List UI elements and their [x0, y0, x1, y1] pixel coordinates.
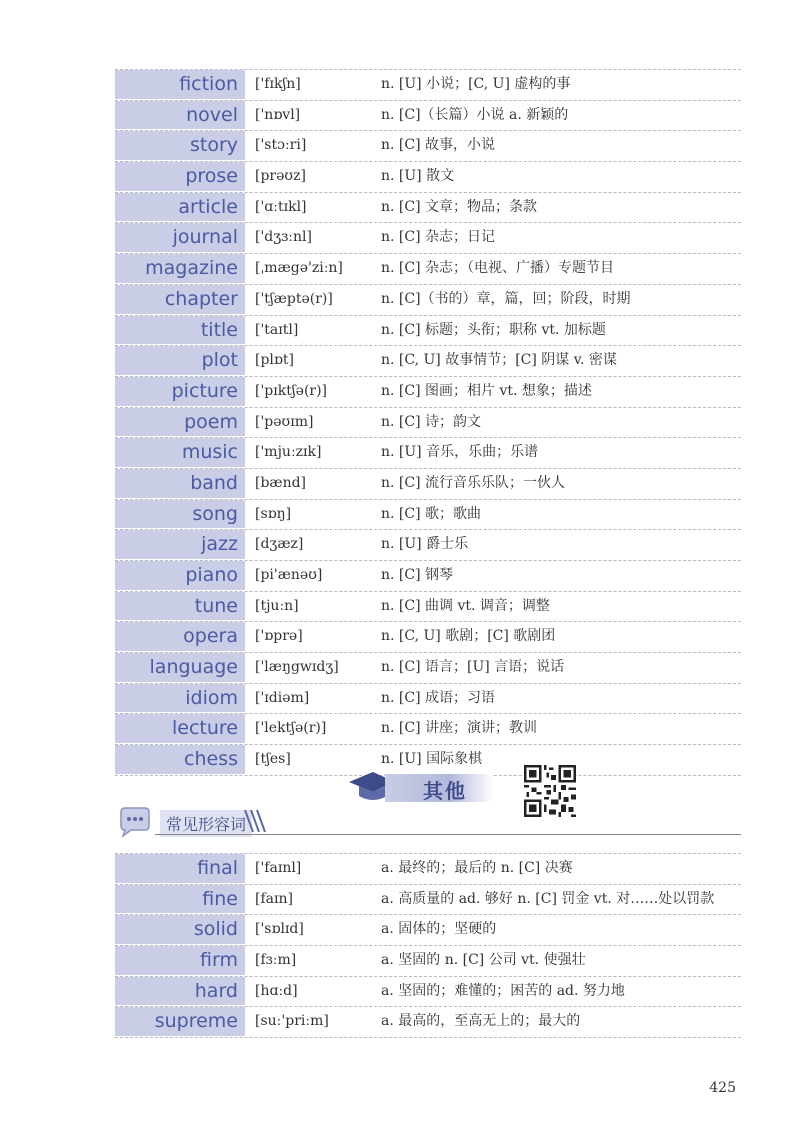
- vocab-row: [115, 854, 741, 885]
- vocab-word: final: [115, 854, 245, 884]
- vocab-word: fiction: [115, 70, 245, 100]
- vocab-phonetic: [prəʊz]: [255, 168, 306, 185]
- vocab-phonetic: [fɜːm]: [255, 952, 297, 969]
- vocab-definition: n. [C] 图画；相片 vt. 想象；描述: [381, 382, 592, 399]
- page-number: 425: [709, 1080, 736, 1096]
- subheading-common-adjectives: [115, 806, 741, 836]
- vocab-table-adjectives: [115, 853, 741, 1038]
- vocab-definition: n. [C] 文章；物品；条款: [381, 198, 538, 215]
- vocab-word: fine: [115, 885, 245, 915]
- vocab-row: [115, 684, 741, 715]
- vocab-row: [115, 316, 741, 347]
- vocab-word: song: [115, 500, 245, 530]
- vocab-word: firm: [115, 946, 245, 976]
- vocab-word: plot: [115, 346, 245, 376]
- section-title: 其他: [423, 779, 467, 803]
- vocab-word: picture: [115, 377, 245, 407]
- vocab-definition: n. [C] 曲调 vt. 调音；调整: [381, 597, 550, 614]
- vocab-phonetic: ['læŋgwɪdʒ]: [255, 659, 339, 676]
- vocab-phonetic: [dʒæz]: [255, 536, 304, 553]
- vocab-word: journal: [115, 223, 245, 253]
- vocab-definition: n. [C] 讲座；演讲；教训: [381, 720, 538, 737]
- vocab-definition: n. [U] 国际象棋: [381, 751, 483, 768]
- vocab-phonetic: ['mjuːzɪk]: [255, 444, 322, 461]
- vocab-row: [115, 915, 741, 946]
- vocab-definition: a. 最终的；最后的 n. [C] 决赛: [381, 860, 573, 876]
- vocab-row: [115, 561, 741, 592]
- vocab-definition: n. [C] 流行音乐乐队；一伙人: [381, 474, 566, 491]
- vocab-definition: n. [C] 故事，小说: [381, 137, 496, 154]
- section-banner: [345, 766, 505, 806]
- vocab-phonetic: ['stɔːri]: [255, 137, 307, 154]
- vocab-word: opera: [115, 622, 245, 652]
- vocab-row: [115, 131, 741, 162]
- vocab-word: music: [115, 438, 245, 468]
- vocab-phonetic: [suː'priːm]: [255, 1013, 329, 1030]
- vocab-row: [115, 70, 741, 101]
- vocab-row: [115, 254, 741, 285]
- vocab-row: [115, 469, 741, 500]
- vocab-row: [115, 622, 741, 653]
- vocab-row: [115, 946, 741, 977]
- vocab-phonetic: ['pəʊɪm]: [255, 413, 314, 430]
- vocab-table-literature-music: [115, 69, 741, 776]
- vocab-phonetic: [hɑːd]: [255, 982, 298, 999]
- vocab-definition: n. [C] 钢琴: [381, 567, 454, 583]
- vocab-phonetic: ['ɑːtɪkl]: [255, 198, 307, 215]
- vocab-phonetic: ['ɒprə]: [255, 628, 303, 645]
- vocab-row: [115, 438, 741, 469]
- vocab-row: [115, 885, 741, 916]
- vocab-row: [115, 285, 741, 316]
- subheading-underline: [155, 834, 741, 835]
- vocab-word: chapter: [115, 285, 245, 315]
- vocab-definition: n. [U] 音乐，乐曲；乐谱: [381, 444, 539, 461]
- vocab-word: language: [115, 653, 245, 683]
- vocab-word: piano: [115, 561, 245, 591]
- vocab-definition: a. 固体的；坚硬的: [381, 921, 497, 938]
- vocab-phonetic: [bænd]: [255, 474, 307, 491]
- vocab-word: hard: [115, 977, 245, 1007]
- vocab-word: article: [115, 193, 245, 223]
- vocab-word: supreme: [115, 1007, 245, 1037]
- vocab-definition: n. [C] 语言；[U] 言语；说话: [381, 659, 565, 676]
- vocab-definition: n. [C] 诗；韵文: [381, 413, 482, 430]
- vocab-definition: n. [U] 散文: [381, 168, 455, 185]
- vocab-word: poem: [115, 408, 245, 438]
- vocab-phonetic: [sɒŋ]: [255, 505, 292, 522]
- vocab-row: [115, 592, 741, 623]
- vocab-phonetic: ['tʃæptə(r)]: [255, 290, 333, 307]
- vocab-definition: n. [C] 标题；头衔；职称 vt. 加标题: [381, 321, 606, 338]
- vocab-row: [115, 162, 741, 193]
- vocab-word: lecture: [115, 714, 245, 744]
- vocab-phonetic: ['dʒɜːnl]: [255, 229, 312, 246]
- vocab-phonetic: ['faɪnl]: [255, 860, 302, 876]
- vocab-word: story: [115, 131, 245, 161]
- vocab-phonetic: [tʃes]: [255, 751, 291, 768]
- vocab-row: [115, 223, 741, 254]
- vocab-phonetic: ['lektʃə(r)]: [255, 720, 327, 737]
- vocab-phonetic: ['nɒvl]: [255, 106, 301, 123]
- vocab-phonetic: [tjuːn]: [255, 597, 299, 614]
- vocab-definition: n. [U] 小说；[C, U] 虚构的事: [381, 76, 571, 92]
- vocab-definition: a. 坚固的；难懂的；困苦的 ad. 努力地: [381, 982, 625, 999]
- vocab-word: title: [115, 316, 245, 346]
- vocab-definition: n. [C, U] 歌剧；[C] 歌剧团: [381, 628, 556, 645]
- vocab-row: [115, 530, 741, 561]
- vocab-row: [115, 714, 741, 745]
- vocab-phonetic: [plɒt]: [255, 352, 294, 369]
- vocab-row: [115, 977, 741, 1008]
- vocab-definition: n. [C] 歌；歌曲: [381, 505, 482, 522]
- vocab-phonetic: ['taɪtl]: [255, 321, 299, 338]
- vocab-row: [115, 193, 741, 224]
- vocab-row: [115, 653, 741, 684]
- vocab-definition: n. [C] 杂志；日记: [381, 229, 496, 246]
- vocab-definition: n. [C]（长篇）小说 a. 新颖的: [381, 106, 569, 123]
- vocab-word: tune: [115, 592, 245, 622]
- vocab-row: [115, 346, 741, 377]
- vocab-row: [115, 500, 741, 531]
- vocab-word: idiom: [115, 684, 245, 714]
- vocab-row: [115, 377, 741, 408]
- vocab-word: chess: [115, 745, 245, 775]
- vocab-phonetic: ['pɪktʃə(r)]: [255, 382, 328, 399]
- vocab-phonetic: ['fɪkʃn]: [255, 76, 301, 92]
- vocab-phonetic: [faɪn]: [255, 890, 293, 907]
- vocab-definition: a. 坚固的 n. [C] 公司 vt. 使强壮: [381, 952, 586, 969]
- vocab-phonetic: ['sɒlɪd]: [255, 921, 304, 938]
- vocab-row: [115, 101, 741, 132]
- vocab-definition: n. [C]（书的）章，篇，回；阶段，时期: [381, 290, 631, 307]
- vocab-definition: a. 最高的，至高无上的；最大的: [381, 1013, 581, 1030]
- decorative-stripes: [243, 808, 269, 834]
- vocab-definition: n. [U] 爵士乐: [381, 536, 469, 553]
- speech-bubble-icon: [115, 806, 159, 838]
- vocab-definition: n. [C] 成语；习语: [381, 689, 496, 706]
- vocab-row: [115, 1007, 741, 1038]
- vocab-word: prose: [115, 162, 245, 192]
- vocab-word: band: [115, 469, 245, 499]
- vocab-word: novel: [115, 101, 245, 131]
- subheading-label: 常见形容词: [160, 810, 252, 837]
- vocab-definition: n. [C] 杂志；（电视、广播）专题节目: [381, 260, 615, 277]
- vocab-definition: n. [C, U] 故事情节；[C] 阴谋 v. 密谋: [381, 352, 617, 369]
- vocab-phonetic: [pi'ænəʊ]: [255, 567, 323, 583]
- vocab-phonetic: ['ɪdiəm]: [255, 689, 310, 706]
- vocab-definition: a. 高质量的 ad. 够好 n. [C] 罚金 vt. 对……处以罚款: [381, 890, 715, 907]
- vocab-phonetic: [ˌmægə'ziːn]: [255, 260, 343, 277]
- vocab-word: solid: [115, 915, 245, 945]
- vocab-word: jazz: [115, 530, 245, 560]
- vocab-word: magazine: [115, 254, 245, 284]
- vocab-row: [115, 408, 741, 439]
